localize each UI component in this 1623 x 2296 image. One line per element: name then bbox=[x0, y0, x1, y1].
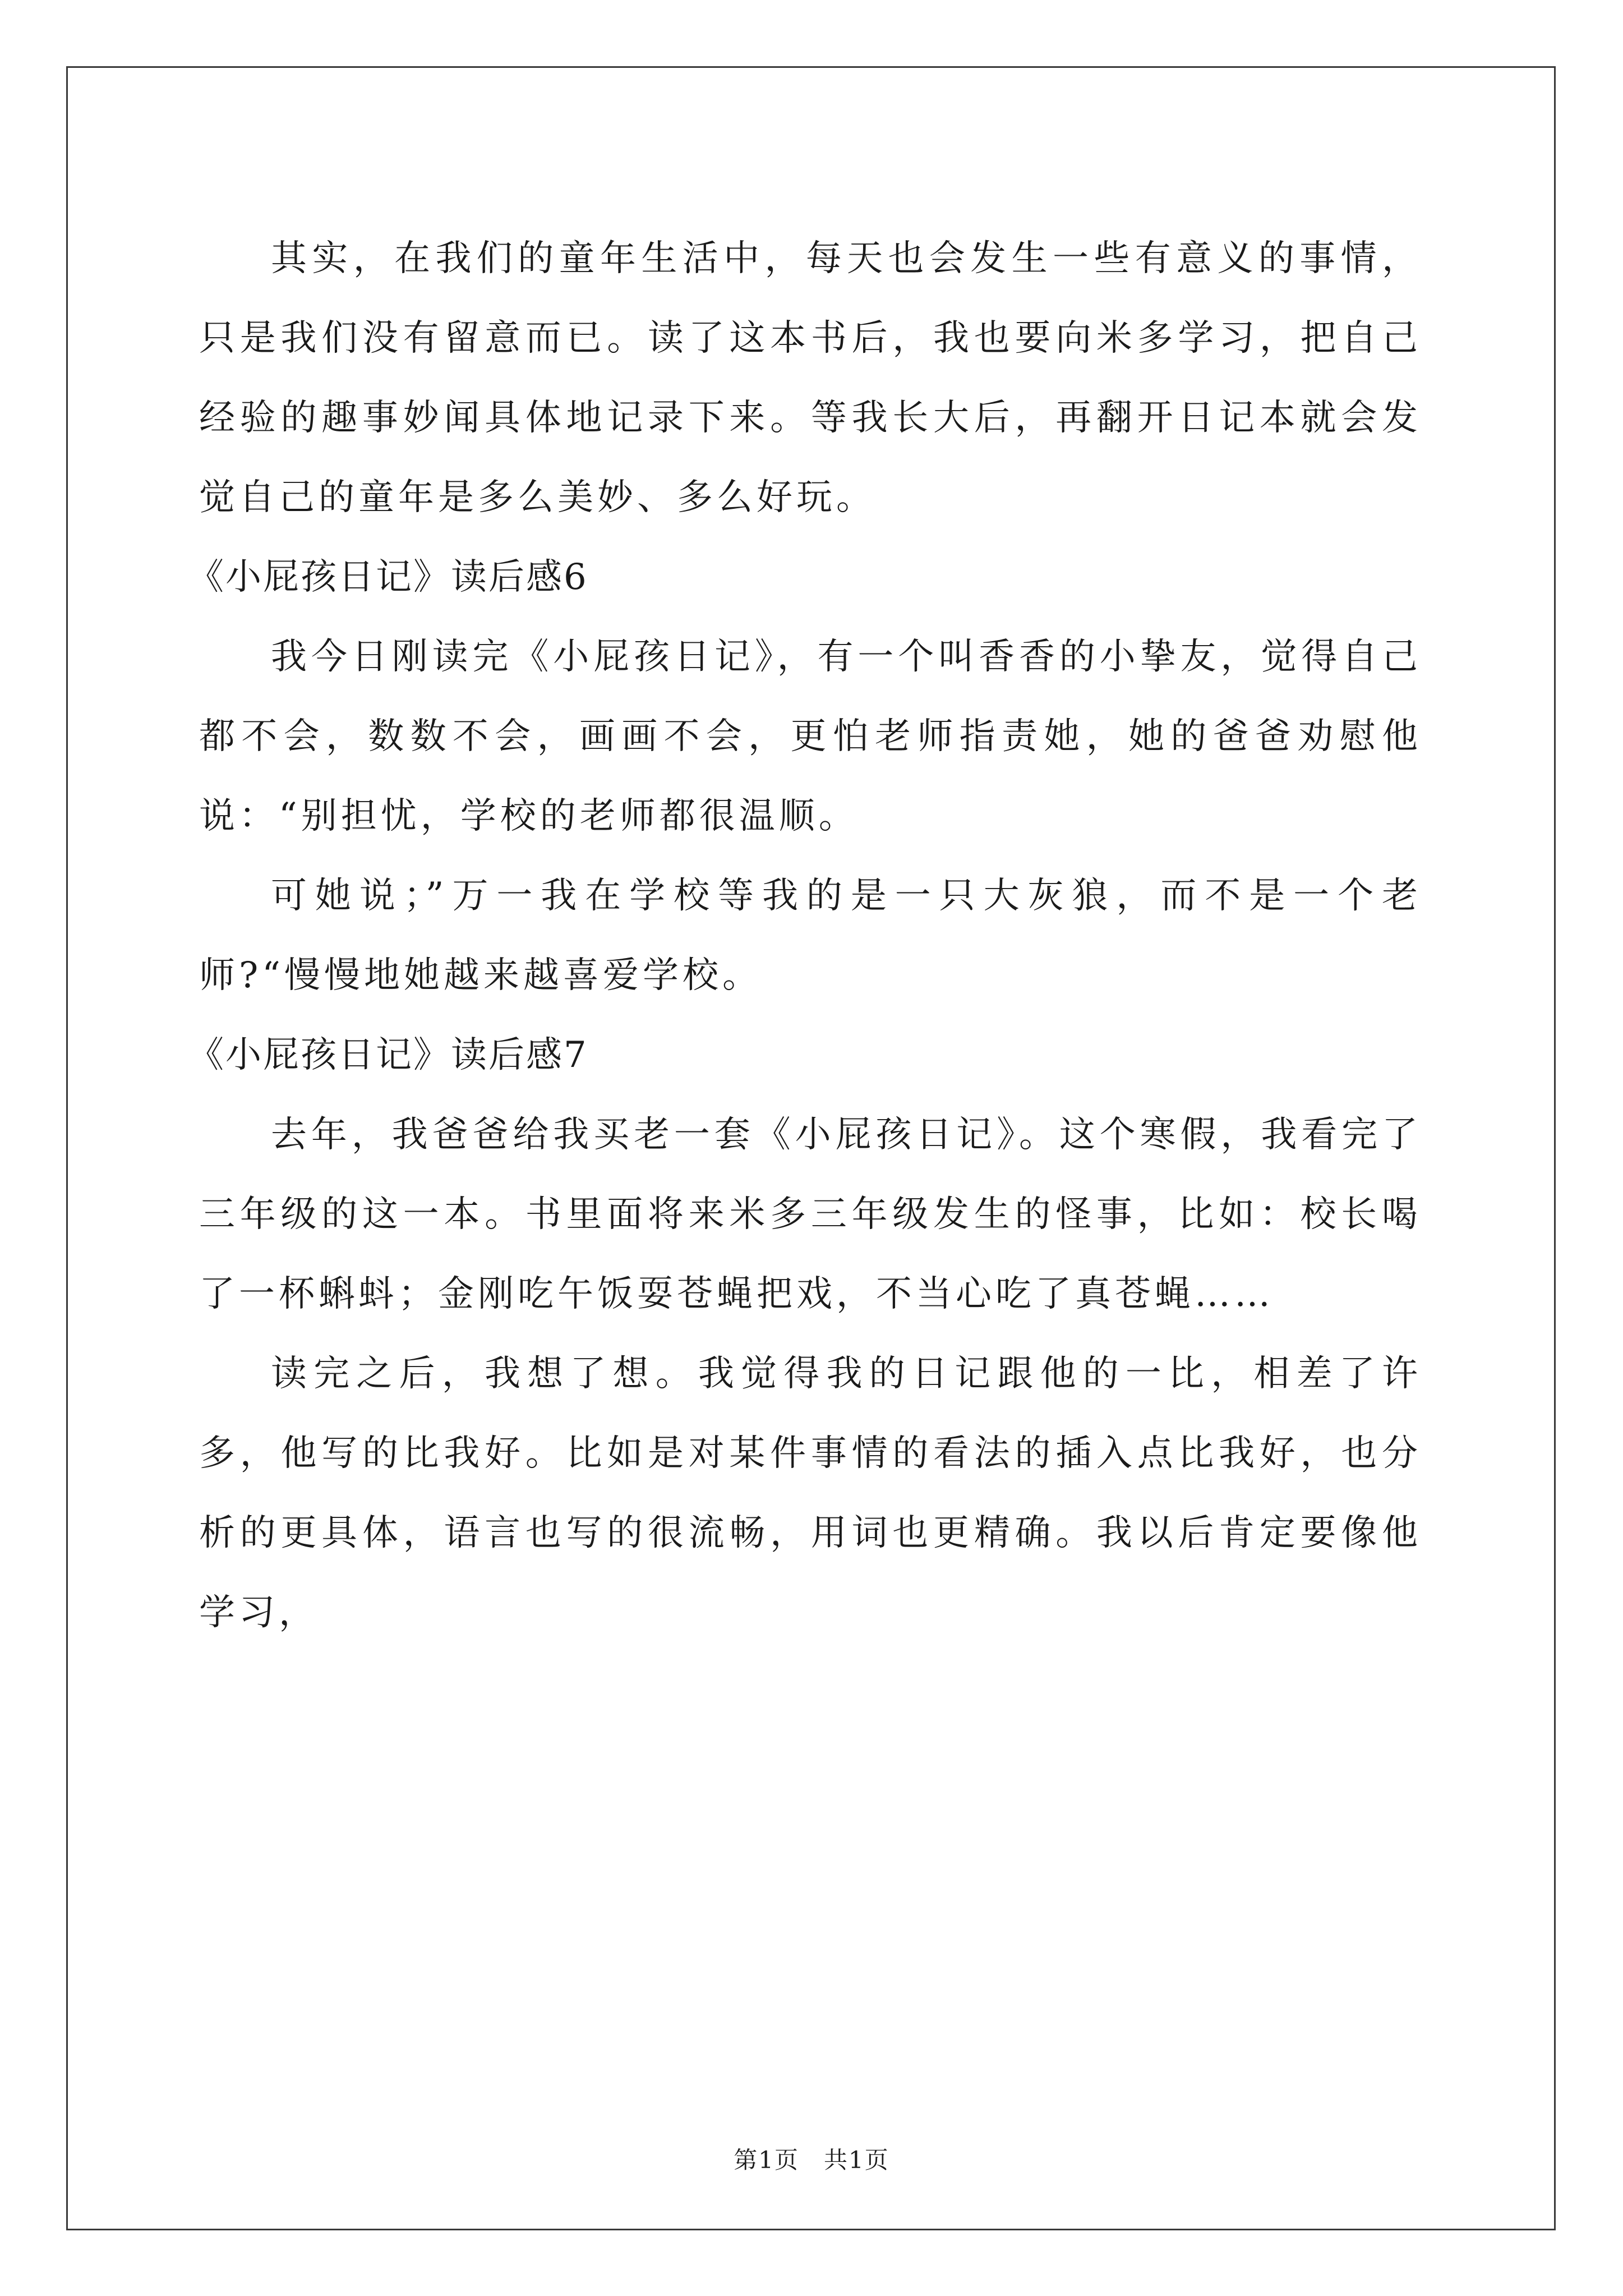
paragraph-4: 去年，我爸爸给我买老一套《小屁孩日记》。这个寒假，我看完了三年级的这一本。书里面将来米多三年级发生的怪事，比如：校长喝了一杯蝌蚪；金刚吃午饭耍苍蝇把戏，不当心吃了真苍蝇…… bbox=[199, 1114, 1422, 1315]
section-heading-6: 《小屁孩日记》读后感6 bbox=[188, 556, 588, 598]
paragraph-1: 其实，在我们的童年生活中，每天也会发生一些有意义的事情，只是我们没有留意而已。读了这本书后，我也要向米多学习，把自己经验的趣事妙闻具体地记录下来。等我长大后，再翻开日记本就会发觉自己的童年是多么美妙、多么好玩。 bbox=[199, 238, 1422, 518]
paragraph-5: 读完之后，我想了想。我觉得我的日记跟他的一比，相差了许多，他写的比我好。比如是对某件事情的看法的插入点比我好，也分析的更具体，语言也写的很流畅，用词也更精确。我以后肯定要像他学习， bbox=[199, 1353, 1422, 1634]
page-number-footer: 第1页 共1页 bbox=[734, 2146, 889, 2174]
document-body bbox=[188, 219, 1422, 1653]
section-heading-7: 《小屁孩日记》读后感7 bbox=[188, 1034, 588, 1076]
paragraph-2: 我今日刚读完《小屁孩日记》，有一个叫香香的小挚友，觉得自己都不会，数数不会，画画不会，更怕老师指责她，她的爸爸劝慰他说：“别担忧，学校的老师都很温顺。 bbox=[199, 636, 1422, 837]
paragraph-3: 可她说；”万一我在学校等我的是一只大灰狼，而不是一个老师?“慢慢地她越来越喜爱学校。 bbox=[199, 875, 1422, 996]
